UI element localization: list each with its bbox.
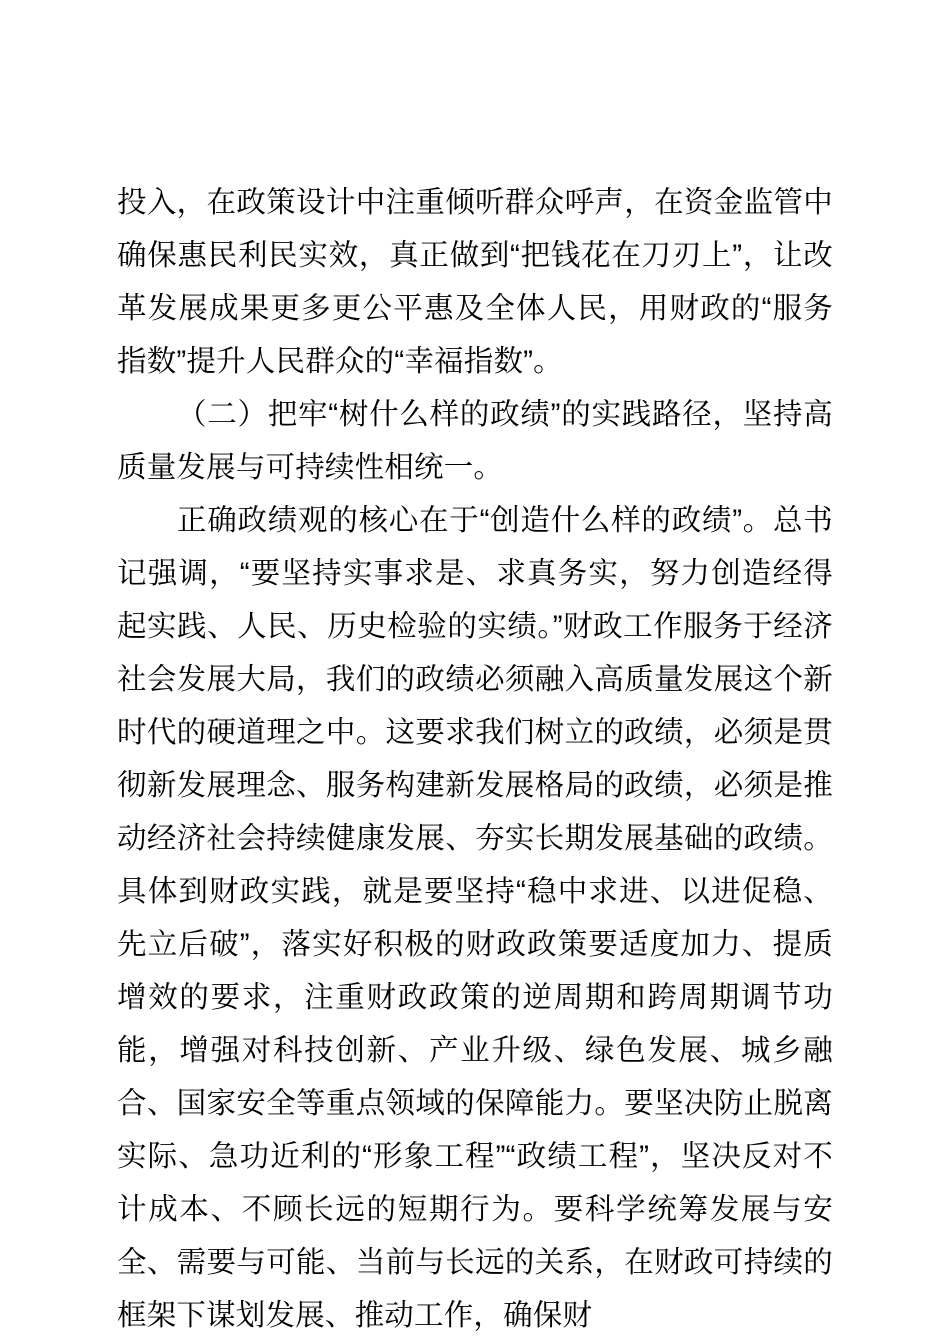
document-text-column <box>117 176 833 1342</box>
paragraph-body-section-two: 正确政绩观的核心在于“创造什么样的政绩”。总书记强调，“要坚持实事求是、求真务实，努力创造经得起实践、人民、历史检验的实绩。”财政工作服务于经济社会发展大局，我们的政绩必须融入高质量发展这个新时代的硬道理之中。这要求我们树立的政绩，必须是贯彻新发展理念、服务构建新发展格局的政绩，必须是推动经济社会持续健康发展、夯实长期发展基础的政绩。具体到财政实践，就是要坚持“稳中求进、以进促稳、先立后破”，落实好积极的财政政策要适度加力、提质增效的要求，注重财政政策的逆周期和跨周期调节功能，增强对科技创新、产业升级、绿色发展、城乡融合、国家安全等重点领域的保障能力。要坚决防止脱离实际、急功近利的“形象工程”“政绩工程”，坚决反对不计成本、不顾长远的短期行为。要科学统筹发展与安全、需要与可能、当前与长远的关系，在财政可持续的框架下谋划发展、推动工作，确保财 <box>117 504 833 1332</box>
paragraph-continued-welfare: 投入，在政策设计中注重倾听群众呼声，在资金监管中确保惠民利民实效，真正做到“把钱花在刀刃上”，让改革发展成果更多更公平惠及全体人民，用财政的“服务指数”提升人民群众的“幸福指数”。 <box>117 186 833 378</box>
paragraph-heading-section-two: （二）把牢“树什么样的政绩”的实践路径，坚持高质量发展与可持续性相统一。 <box>117 398 833 484</box>
